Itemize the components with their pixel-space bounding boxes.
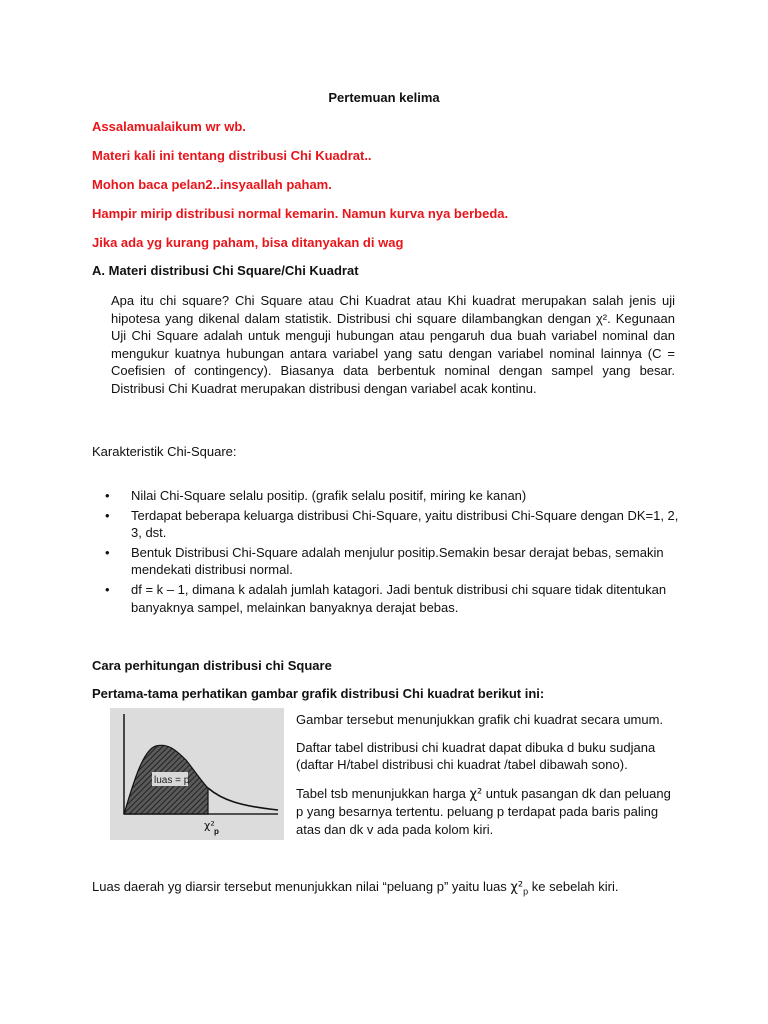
section-a-paragraph: Apa itu chi square? Chi Square atau Chi Kuadrat atau Khi kuadrat merupakan salah jenis uji hipotesa yang dikenal dalam statistik. Distribusi chi square dilambangkan dengan χ². Kegunaan Uji Chi Square adalah untuk menguji hubungan atau pengaruh dua buah variabel nominal dan mengukur kuatnya hubungan antara variabel yang satu dengan variabel nominal lainnya (C = Coefisien of contingency). Biasanya data berbentuk nominal dengan sampel yang besar. Distribusi Chi Kuadrat merupakan distribusi dengan variabel acak kontinu. [111, 293, 675, 396]
chi-square-curve-diagram [110, 708, 284, 840]
characteristics-list [92, 487, 682, 618]
table-reference: Daftar tabel distribusi chi kuadrat dapat dibuka d buku sudjana (daftar H/tabel distribusi chi kuadrat /tabel dibawah sono). [296, 740, 656, 773]
chi-symbol: χ² [510, 880, 524, 895]
list-item: • Bentuk Distribusi Chi-Square adalah menjulur positip.Semakin besar derajat bebas, semakin mendekati distribusi normal. [92, 544, 682, 579]
figure-description: Gambar tersebut menunjukkan grafik chi kuadrat secara umum. [296, 712, 664, 727]
chi-square-figure [110, 708, 284, 840]
axis-symbol: χ² [204, 819, 215, 832]
page-title: Pertemuan kelima [328, 90, 440, 105]
axis-subscript: p [214, 827, 219, 836]
list-item: • Nilai Chi-Square selalu positip. (grafik selalu positif, miring ke kanan) [92, 487, 682, 505]
chi-symbol: χ² [469, 787, 483, 802]
list-item: • df = k – 1, dimana k adalah jumlah katagori. Jadi bentuk distribusi chi square tidak ditentukan banyaknya sampel, melainkan banyaknya derajat bebas. [92, 581, 682, 616]
calc-heading: Cara perhitungan distribusi chi Square [92, 658, 332, 673]
area-label: luas = p [154, 775, 190, 786]
topic-line: Materi kali ini tentang distribusi Chi Kuadrat.. [92, 148, 372, 163]
greeting-line: Assalamualaikum wr wb. [92, 119, 246, 134]
table-explanation: Tabel tsb menunjukkan harga χ² untuk pasangan dk dan peluang p yang besarnya tertentu. peluang p terdapat pada baris paling atas dan dk v ada pada kolom kiri. [296, 786, 671, 837]
list-item: • Terdapat beberapa keluarga distribusi Chi-Square, yaitu distribusi Chi-Square dengan DK=1, 2, 3, dst. [92, 507, 682, 542]
question-line: Jika ada yg kurang paham, bisa ditanyakan di wag [92, 235, 404, 250]
read-slowly-line: Mohon baca pelan2..insyaallah paham. [92, 177, 332, 192]
comparison-line: Hampir mirip distribusi normal kemarin. Namun kurva nya berbeda. [92, 206, 509, 221]
closing-sentence: Luas daerah yg diarsir tersebut menunjukkan nilai “peluang p” yaitu luas $\chi^2_p$ ke sebelah kiri. [92, 879, 619, 897]
characteristics-label: Karakteristik Chi-Square: [92, 444, 237, 459]
section-a-heading: A. Materi distribusi Chi Square/Chi Kuadrat [92, 263, 359, 278]
curve-tail [208, 788, 278, 810]
calc-intro: Pertama-tama perhatikan gambar grafik distribusi Chi kuadrat berikut ini: [92, 686, 545, 701]
